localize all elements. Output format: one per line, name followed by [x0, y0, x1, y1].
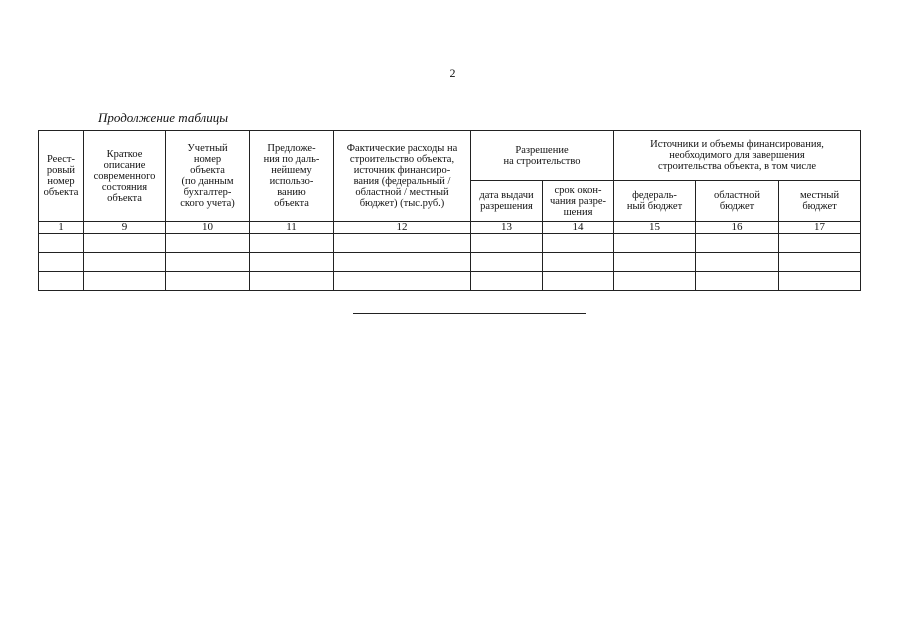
empty-cell: [39, 272, 84, 291]
header-registry-number: Реест- ровый номер объекта: [39, 131, 84, 222]
table-row-empty: [39, 272, 861, 291]
header-actual-expenses: Фактические расходы на строительство объекта, источник финансиро- вания (федеральный / областной / местный бюджет) (тыс.руб.): [334, 131, 471, 222]
empty-cell: [779, 272, 861, 291]
header-row-primary: [39, 131, 861, 181]
column-number: 9: [84, 222, 166, 234]
empty-cell: [166, 272, 250, 291]
column-number: 11: [250, 222, 334, 234]
empty-cell: [471, 234, 543, 253]
empty-cell: [696, 234, 779, 253]
header-accounting-number: Учетный номер объекта (по данным бухгалтер- ского учета): [166, 131, 250, 222]
empty-cell: [250, 272, 334, 291]
header-permit-issue-date: дата выдачи разрешения: [471, 181, 543, 222]
column-number: 1: [39, 222, 84, 234]
empty-cell: [614, 253, 696, 272]
empty-cell: [84, 234, 166, 253]
column-number: 10: [166, 222, 250, 234]
empty-cell: [543, 234, 614, 253]
empty-cell: [696, 253, 779, 272]
empty-cell: [779, 253, 861, 272]
empty-cell: [84, 272, 166, 291]
empty-cell: [334, 272, 471, 291]
table-row-empty: [39, 234, 861, 253]
empty-cell: [471, 272, 543, 291]
column-number: 17: [779, 222, 861, 234]
empty-cell: [334, 234, 471, 253]
empty-cell: [614, 272, 696, 291]
header-federal-budget: федераль- ный бюджет: [614, 181, 696, 222]
header-proposals: Предложе- ния по даль- нейшему использо- ванию объекта: [250, 131, 334, 222]
column-number: 14: [543, 222, 614, 234]
column-number: 12: [334, 222, 471, 234]
empty-cell: [166, 253, 250, 272]
empty-cell: [84, 253, 166, 272]
header-short-description: Краткое описание современного состояния объекта: [84, 131, 166, 222]
empty-cell: [250, 234, 334, 253]
empty-cell: [166, 234, 250, 253]
empty-cell: [39, 253, 84, 272]
empty-cell: [471, 253, 543, 272]
empty-cell: [696, 272, 779, 291]
empty-cell: [334, 253, 471, 272]
column-number: 15: [614, 222, 696, 234]
header-construction-permit: Разрешение на строительство: [471, 131, 614, 181]
column-number: 16: [696, 222, 779, 234]
column-number-row: [39, 222, 861, 234]
page-number: 2: [449, 66, 456, 80]
empty-cell: [250, 253, 334, 272]
header-local-budget: местный бюджет: [779, 181, 861, 222]
header-permit-expiry: срок окон- чания разре- шения: [543, 181, 614, 222]
column-number: 13: [471, 222, 543, 234]
register-table: [38, 130, 861, 291]
empty-cell: [779, 234, 861, 253]
header-regional-budget: областной бюджет: [696, 181, 779, 222]
empty-cell: [614, 234, 696, 253]
table-continuation-caption: Продолжение таблицы: [98, 110, 229, 125]
end-of-table-rule: [353, 313, 586, 314]
empty-cell: [39, 234, 84, 253]
empty-cell: [543, 253, 614, 272]
header-funding-sources: Источники и объемы финансирования, необходимого для завершения строительства объекта, в том числе: [614, 131, 861, 181]
empty-cell: [543, 272, 614, 291]
table-row-empty: [39, 253, 861, 272]
